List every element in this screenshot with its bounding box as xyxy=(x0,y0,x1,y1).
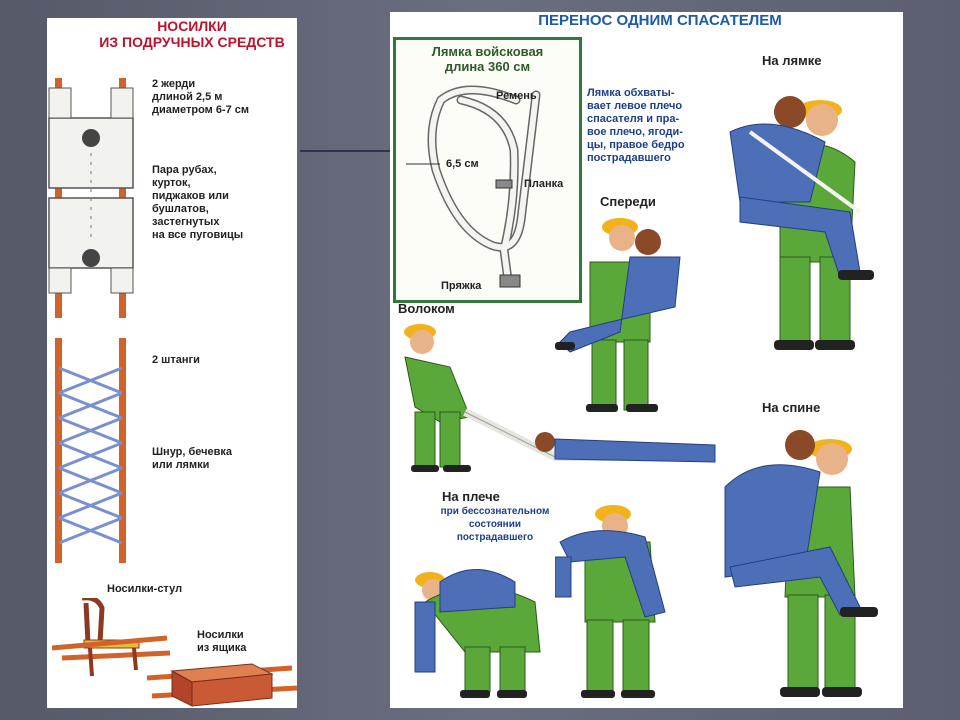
box-stretcher-illustration xyxy=(147,656,297,708)
label-front: Спереди xyxy=(600,194,656,209)
carry-on-strap-figure xyxy=(710,72,903,357)
poles-label: 2 жерди длиной 2,5 м диаметром 6-7 см xyxy=(152,78,250,116)
label-on-strap: На лямке xyxy=(762,53,822,68)
label-drag: Волоком xyxy=(398,301,455,316)
shirt-stretcher-illustration xyxy=(47,78,137,318)
bars-label: 2 штанги xyxy=(152,354,200,366)
belt-label: Ремень xyxy=(496,90,537,102)
label-on-back: На спине xyxy=(762,400,821,415)
single-rescuer-panel xyxy=(390,12,903,708)
improvised-stretchers-panel xyxy=(47,18,297,708)
label-on-shoulder: На плече xyxy=(442,489,500,504)
box-label: Носилки из ящика xyxy=(197,629,247,654)
strap-description: Лямка обхваты- вает левое плечо спасателя и пра- вое плечо, ягоди- цы, правое бедро пострадавшего xyxy=(587,87,685,164)
carry-on-back-figure xyxy=(710,417,900,702)
chair-label: Носилки-стул xyxy=(107,583,183,595)
cord-label: Шнур, бечевка или лямки xyxy=(152,446,233,471)
shirts-label: Пара рубах, курток, пиджаков или бушлатов, застегнутых на все пуговицы xyxy=(152,164,244,241)
carry-on-shoulder-figure-2 xyxy=(555,502,695,702)
carry-drag-figure xyxy=(395,317,725,482)
divider-line xyxy=(300,150,390,152)
shoulder-note: при бессознательном состоянии пострадавшего xyxy=(440,506,550,543)
right-title: ПЕРЕНОС ОДНИМ СПАСАТЕЛЕМ xyxy=(538,12,782,29)
carry-on-shoulder-figure-1 xyxy=(405,562,550,702)
buckle-label: Пряжка xyxy=(441,280,482,292)
left-title: НОСИЛКИ ИЗ ПОДРУЧНЫХ СРЕДСТВ xyxy=(99,18,285,50)
strap-title: Лямка войсковая длина 360 см xyxy=(431,44,544,74)
rope-stretcher-illustration xyxy=(47,338,137,563)
bar-label: Планка xyxy=(524,178,564,190)
width-label: 6,5 см xyxy=(446,158,479,170)
